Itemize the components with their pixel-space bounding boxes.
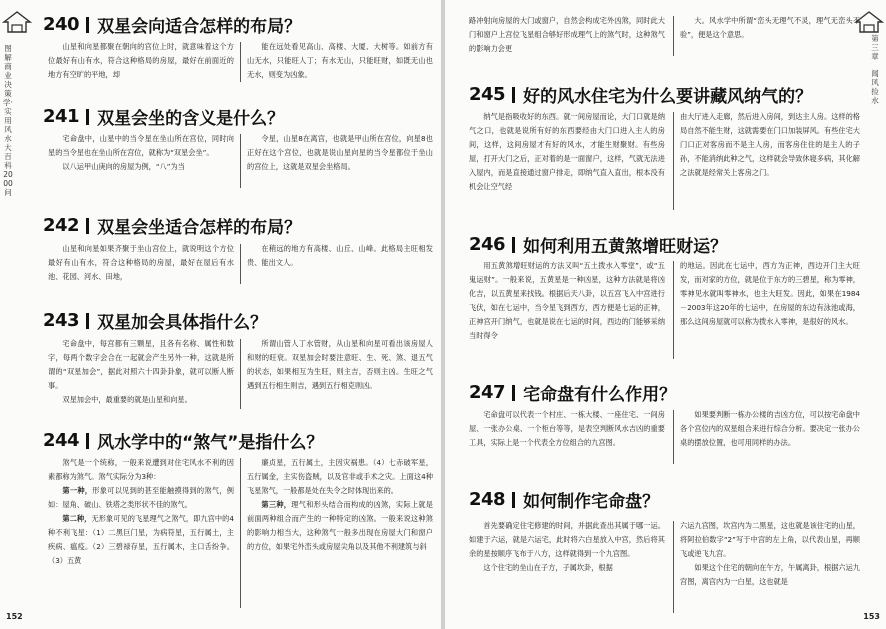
heading-divider bbox=[86, 433, 89, 449]
heading-divider bbox=[86, 17, 89, 33]
question-title: 双星会坐适合怎样的布局？ bbox=[97, 218, 302, 238]
paragraph-text: 形象可以见到的甚至能触摸得到的煞气，例如：屋角、破山、铁塔之类形状不佳的煞气。 bbox=[48, 486, 234, 509]
paragraph: 六运九宫图，坎宫内为二黑星，这也就是该住宅的山星，将阿拉伯数字“2”写于中宫的左上角，以代表山星，再顺飞或逆飞九宫。 bbox=[680, 521, 860, 558]
paragraph: 令星，山星8在离宫，也就是甲山所在宫位，向星8也正好在这个宫位，也就是说山星向星的当令星都位于坐山的宫位上，这就是双星会坐格局。 bbox=[247, 134, 433, 171]
question-243-heading bbox=[43, 308, 267, 333]
question-246-heading bbox=[469, 232, 727, 257]
question-number: 245 bbox=[469, 84, 506, 105]
column-divider bbox=[673, 16, 674, 56]
q241-column-2 bbox=[247, 132, 433, 192]
paragraph-text: 无形象可见的飞星理气之煞气，即九宫中的4种不利飞星：（1）二黑巨门星，为病符星，五行属土，主疾病、瘟疫。（2）三碧禄存星，五行属木，主口舌纷争。（3）五黄 bbox=[48, 514, 234, 565]
q245-column-2 bbox=[680, 110, 860, 214]
paragraph: 在稍远的地方有高楼、山丘、山峰。此格局主旺相发贵、能出文人。 bbox=[247, 244, 433, 267]
q248-column-1 bbox=[469, 519, 665, 619]
bold-lead: 第二种， bbox=[62, 514, 92, 523]
question-241-heading bbox=[43, 104, 284, 129]
paragraph: 大。风水学中所谓“峦头无理气不灵，理气无峦头不验”，便是这个意思。 bbox=[680, 16, 860, 39]
q240-column-2 bbox=[247, 40, 433, 84]
paragraph: 的地运。因此在七运中，西方为正神，西边开门主大旺发，而对家的方位，就是位于东方的三碧星，称为零神，零神见水就叫零神水，也主大旺发。因此，如果在1984－2003年这20年的七运中，在房屋的东边有泳池或海，那么这间房屋就可以称为拨水入零神，是很好的风水。 bbox=[680, 261, 860, 326]
question-title: 好的风水住宅为什么要讲藏风纳气的？ bbox=[523, 87, 813, 107]
roof-corner-icon bbox=[2, 8, 32, 38]
question-title: 如何制作宅命盘？ bbox=[523, 492, 660, 512]
question-number: 243 bbox=[43, 310, 80, 331]
heading-divider bbox=[512, 385, 515, 401]
paragraph: 宅命盘中，山星中的当令星在坐山所在宫位，同时向星的当令星也在坐山所在宫位，就称为“双星会坐”。 bbox=[48, 134, 234, 157]
q243-column-1 bbox=[48, 337, 234, 413]
q241-column-1 bbox=[48, 132, 234, 192]
q244-column-1 bbox=[48, 456, 234, 616]
paragraph: 宅命盘中，每宫都有三颗星，且各有名称、属性和数字，每两个数字会合在一起就会产生另外一种，这就是所谓的“双星加会”，据此对照六十四卦卦象，就可以断人断事。 bbox=[48, 339, 234, 390]
left-page bbox=[0, 0, 441, 629]
question-title: 宅命盘有什么作用？ bbox=[523, 385, 677, 405]
paragraph-text: 理气和形头结合而构成的凶煞，实际上就是前面两种组合而产生的一种特定的凶煞。一般来说这种煞的影响力相当大，这种煞气一般多出现在房屋大门和窗户的方位，如果宅外峦头或房屋尖角以及其他不利建筑与斜 bbox=[247, 500, 433, 551]
q245-column-1 bbox=[469, 110, 665, 214]
chapter-label: 第三章 bbox=[871, 34, 879, 61]
paragraph: 宅命盘可以代表一个村庄、一栋大楼、一座住宅、一间房屋、一张办公桌、一个柜台等等，是表空判断风水吉凶的重要工具，实际上是一个代表全方位组合的九宫图。 bbox=[469, 410, 665, 447]
column-divider bbox=[673, 521, 674, 613]
q242-column-1 bbox=[48, 242, 234, 286]
q240-column-1 bbox=[48, 40, 234, 84]
heading-divider bbox=[512, 237, 515, 253]
paragraph: 路冲射向房屋的大门或窗户，自然会构成宅外凶煞，同时此大门和窗户上宫位飞星组合够好形成理气上的煞气时，这种煞气的影响力会更 bbox=[469, 16, 665, 53]
q246-column-2 bbox=[680, 259, 860, 363]
heading-divider bbox=[86, 218, 89, 234]
question-title: 双星会坐的含义是什么？ bbox=[97, 109, 285, 129]
paragraph: 双星加会中，最重要的就是山星和向星。 bbox=[62, 395, 192, 404]
question-number: 248 bbox=[469, 489, 506, 510]
question-title: 双星会向适合怎样的布局？ bbox=[97, 17, 302, 37]
q242-column-2 bbox=[247, 242, 433, 286]
question-title: 双星加会具体指什么？ bbox=[97, 313, 268, 333]
paragraph: 山星和向星都聚在朝向的宫位上时，就意味着这个方位最好有山有水，符合这种格局的房屋，最好在前面近的地方有空旷的平地，却 bbox=[48, 42, 234, 79]
paragraph: 廉贞星，五行属土，主因灾祸患。（4）七赤破军星，五行属金，主实伤盗贼，以及官非或手术之灾。上面这4种飞星煞气，一般都是处在失令之时体现出来的。 bbox=[247, 458, 433, 495]
paragraph: 山星和向星如果齐聚于坐山宫位上，就说明这个方位最好有山有水，符合这种格局的房屋，最好在屋后有水池、花园、河水、田地， bbox=[48, 244, 234, 281]
paragraph: 能在远处看见高山、高楼、大厦、大树等。如前方有山无水，只能旺人丁；有水无山，只能旺财，如既无山也无水，则变为凶象。 bbox=[247, 42, 433, 79]
bold-lead: 第三种， bbox=[261, 500, 292, 509]
heading-divider bbox=[86, 109, 89, 125]
paragraph: 用五黄煞增旺财运的方法又叫“五土拨水入零堂”，或“五鬼运财”。一般来说，五黄星是一种凶星，这种方法就是将凶化吉，以五黄星来找钱。根据后天八卦，以五宫飞入中宫进行飞伏，如在七运中，当令星飞到西方，西方便是七运的正神，正神宫开门纳气，也就是说在七运的时间，西边的门能够采纳当时得令 bbox=[469, 261, 665, 340]
column-divider bbox=[673, 261, 674, 359]
paragraph bbox=[48, 484, 234, 512]
page-number-right: 153 bbox=[863, 612, 880, 621]
heading-divider bbox=[512, 87, 515, 103]
question-244-heading bbox=[43, 428, 323, 453]
q244-column-2 bbox=[247, 456, 433, 616]
page-number-left: 152 bbox=[6, 612, 23, 621]
q246-column-1 bbox=[469, 259, 665, 363]
bold-lead: 第一种， bbox=[62, 486, 93, 495]
paragraph: 纳气是指吸收好的东西。就一间房屋而论，大门口就是纳气之口，也就是说所有好的东西要经由大门口进入主人的房间，这样，这间房屋才有好的风水，才能生财聚财。有些房屋，打开大门之后，正对着的是一面窗户，这样，气就无法进入屋内，而是直接通过窗户排走，即纳气直入直出，根本没有机会让空气经 bbox=[469, 112, 665, 191]
paragraph bbox=[247, 498, 433, 554]
chapter-title: 闻风捡水 bbox=[871, 69, 879, 105]
question-title: 如何利用五黄煞增旺财运？ bbox=[523, 237, 728, 257]
paragraph: 如果这个住宅的朝向在午方，午属离卦，根据六运九宫图，离宫内为一白星，这也就是 bbox=[680, 563, 860, 586]
question-247-heading bbox=[469, 380, 676, 405]
continued-column-2 bbox=[680, 14, 860, 60]
question-248-heading bbox=[469, 487, 659, 512]
column-divider bbox=[240, 42, 241, 82]
q248-column-2 bbox=[680, 519, 860, 619]
paragraph: 所谓山管人丁水管财，从山星和向星可看出该房屋人和财的旺衰。双星加会时要注意旺、生、死、煞、退五气的状态，如果相互为生旺，则主吉，否则主凶。生旺之气遇到五行相生则吉，遇到五行相克则凶。 bbox=[247, 339, 433, 390]
chapter-marker bbox=[869, 34, 881, 105]
heading-divider bbox=[512, 492, 515, 508]
paragraph: 煞气是一个统称，一般来说遭到对住宅风水不利的因素都称为煞气。煞气实际分为3种： bbox=[48, 458, 234, 481]
column-divider bbox=[673, 410, 674, 464]
question-242-heading bbox=[43, 213, 301, 238]
column-divider bbox=[673, 112, 674, 210]
question-title: 风水学中的“煞气”是指什么？ bbox=[97, 433, 324, 453]
heading-divider bbox=[86, 313, 89, 329]
question-number: 244 bbox=[43, 430, 80, 451]
question-number: 240 bbox=[43, 14, 80, 35]
paragraph: 如果要判断一栋办公楼的吉凶方位，可以按宅命盘中各个宫位内的双星组合来进行综合分析。要决定一张办公桌的摆放位置，也可用同样的办法。 bbox=[680, 410, 860, 447]
right-page bbox=[445, 0, 886, 629]
continued-column-1 bbox=[469, 14, 665, 60]
q243-column-2 bbox=[247, 337, 433, 413]
column-divider bbox=[240, 339, 241, 409]
column-divider bbox=[240, 134, 241, 188]
question-240-heading bbox=[43, 12, 301, 37]
paragraph: 首先要确定住宅修建的时间，并据此查出其属于哪一运。如建于六运，就是六运宅，此时将六白星放入中宫，然后将其余的星按顺序飞布于八方，这样就得到一个九宫图。 bbox=[469, 521, 665, 558]
column-divider bbox=[240, 244, 241, 284]
question-number: 246 bbox=[469, 234, 506, 255]
paragraph: 这个住宅的坐山在子方，子属坎卦，根据 bbox=[483, 563, 613, 572]
book-title-spine: 图解商业决策学·实用风水大百科2000问 bbox=[3, 44, 13, 197]
question-number: 241 bbox=[43, 106, 80, 127]
q247-column-2 bbox=[680, 408, 860, 468]
paragraph: 由大厅进入走廊，然后进入房间，到达主人房。这样的格局自然不能生财，这就需要在门口加装屏风。有些住宅大门口正对客房而不是主人房，而客房住住的是主人的子孙，不能消纳此种之气，这样就会导致休寝多病，其化解之法就是经常关上客房之门。 bbox=[680, 112, 860, 177]
column-divider bbox=[240, 458, 241, 608]
question-number: 247 bbox=[469, 382, 506, 403]
paragraph: 以八运甲山庚向的房屋为例，“八”为当 bbox=[62, 162, 185, 171]
paragraph bbox=[48, 512, 234, 568]
question-number: 242 bbox=[43, 215, 80, 236]
question-245-heading bbox=[469, 82, 812, 107]
q247-column-1 bbox=[469, 408, 665, 468]
